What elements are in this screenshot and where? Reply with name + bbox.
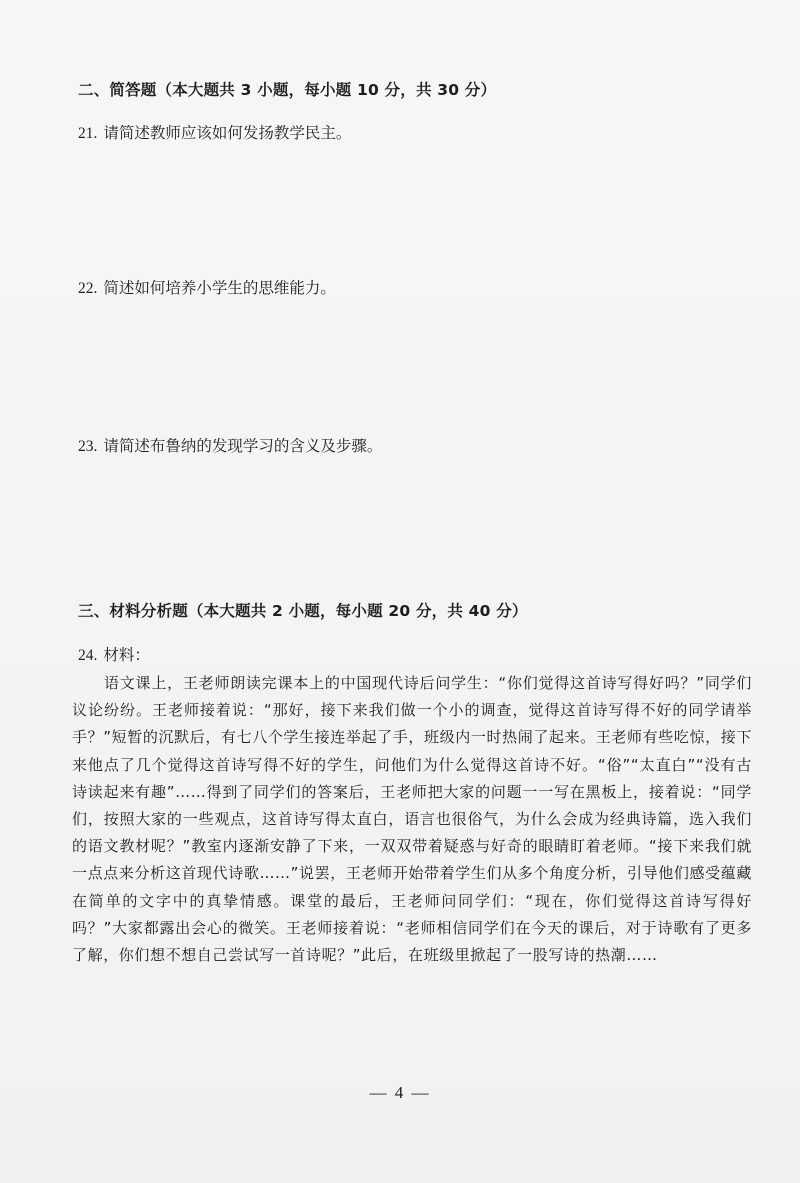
question-text: 请简述布鲁纳的发现学习的含义及步骤。 — [103, 437, 383, 455]
page-number: — 4 — — [369, 1083, 431, 1102]
question-22 — [78, 276, 336, 298]
question-text: 请简述教师应该如何发扬教学民主。 — [103, 124, 352, 142]
question-23 — [78, 434, 382, 456]
question-label: 材料： — [103, 646, 150, 664]
question-24 — [78, 643, 150, 665]
material-analysis-section-heading: 三、材料分析题（本大题共 2 小题，每小题 20 分，共 40 分） — [78, 602, 528, 620]
question-number: 22. — [78, 280, 98, 297]
material-paragraph: 语文课上，王老师朗读完课本上的中国现代诗后问学生：“你们觉得这首诗写得好吗？”同学们议论纷纷。王老师接着说：“那好，接下来我们做一个小的调查，觉得这首诗写得不好的同学请举手？”短暂的沉默后，有七八个学生接连举起了手，班级内一时热闹了起来。王老师有些吃惊，接下来他点了几个觉得这首诗写得不好的学生，问他们为什么觉得这首诗不好。“俗”“太直白”“没有古诗读起来有趣”……得到了同学们的答案后，王老师把大家的问题一一写在黑板上，接着说：“同学们，按照大家的一些观点，这首诗写得太直白，语言也很俗气，为什么会成为经典诗篇，选入我们的语文教材呢？”教室内逐渐安静了下来，一双双带着疑惑与好奇的眼睛盯着老师。“接下来我们就一点点来分析这首现代诗歌……”说罢，王老师开始带着学生们从多个角度分析，引导他们感受蕴藏在简单的文字中的真挚情感。课堂的最后，王老师问同学们：“现在，你们觉得这首诗写得好吗？”大家都露出会心的微笑。王老师接着说：“老师相信同学们在今天的课后，对于诗歌有了更多了解，你们想不想自己尝试写一首诗呢？”此后，在班级里掀起了一股写诗的热潮…… — [72, 674, 752, 965]
question-number: 23. — [78, 438, 98, 455]
short-answer-section-heading: 二、简答题（本大题共 3 小题，每小题 10 分，共 30 分） — [78, 81, 497, 99]
question-21 — [78, 121, 351, 143]
question-text: 简述如何培养小学生的思维能力。 — [103, 279, 336, 297]
question-number: 21. — [78, 125, 98, 142]
question-number: 24. — [78, 647, 98, 664]
